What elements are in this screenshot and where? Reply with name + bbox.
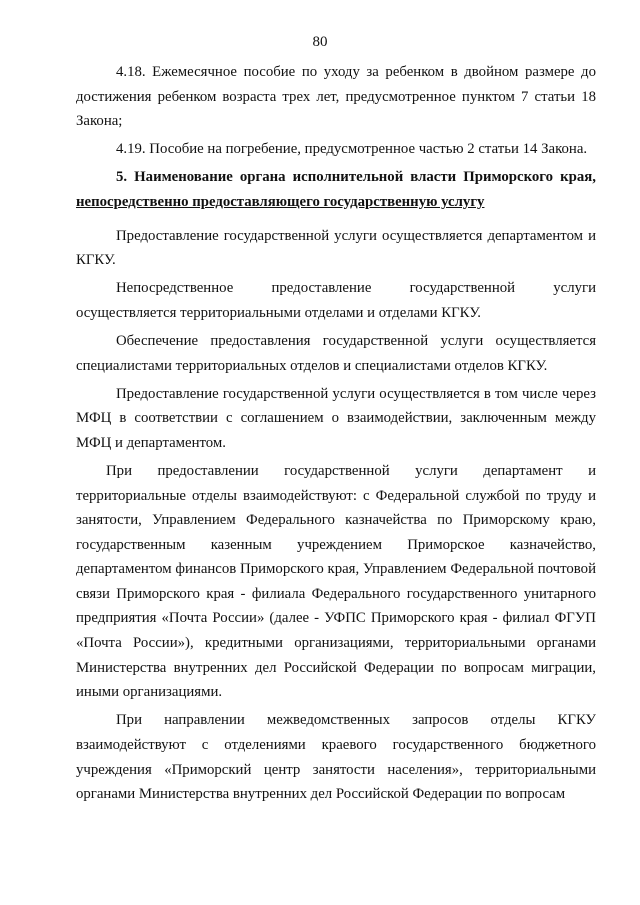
- section-heading-main: 5. Наименование органа исполнительной власти Приморского края,: [116, 169, 596, 186]
- section-heading: [76, 165, 596, 214]
- paragraph: При направлении межведомственных запросов отделы КГКУ взаимодействуют с отделениями краевого государственного бюджетного учреждения «Приморский центр занятости населения», территориальными органами Министерства внутренних дел Российской Федерации по вопросам: [76, 712, 596, 803]
- paragraph: При предоставлении государственной услуги департамент и территориальные отделы взаимодействуют: с Федеральной службой по труду и занятости, Управлением Федерального казначейства по Приморскому краю, государственным казенным учреждением Приморское казначейство, департаментом финансов Приморского края, Управлением Федеральной почтовой связи Приморского края - филиала Федерального государственного унитарного предприятия «Почта России» (далее - УФПС Приморского края - филиал ФГУП «Почта России»), кредитными организациями, территориальными органами Министерства внутренних дел Российской Федерации по вопросам миграции, иными организациями.: [76, 462, 596, 701]
- paragraph: Непосредственное предоставление государственной услуги осуществляется территориальными отделами и отделами КГКУ.: [76, 280, 596, 321]
- paragraph: Обеспечение предоставления государственной услуги осуществляется специалистами территориальных отделов и специалистами отделов КГКУ.: [76, 332, 596, 374]
- section-heading-underlined: непосредственно предоставляющего государственную услугу: [76, 193, 485, 210]
- paragraph-4-18: 4.18. Ежемесячное пособие по уходу за ребенком в двойном размере до достижения ребенком возраста трех лет, предусмотренное пунктом 7 статьи 18 Закона;: [76, 64, 596, 130]
- document-body: [76, 60, 596, 810]
- paragraph-4-19: 4.19. Пособие на погребение, предусмотренное частью 2 статьи 14 Закона.: [116, 141, 588, 158]
- paragraph: Предоставление государственной услуги осуществляется в том числе через МФЦ в соответствии с соглашением о взаимодействии, заключенным между МФЦ и департаментом.: [76, 385, 596, 451]
- page-number: 80: [312, 34, 328, 50]
- paragraph: Предоставление государственной услуги осуществляется департаментом и КГКУ.: [76, 227, 596, 269]
